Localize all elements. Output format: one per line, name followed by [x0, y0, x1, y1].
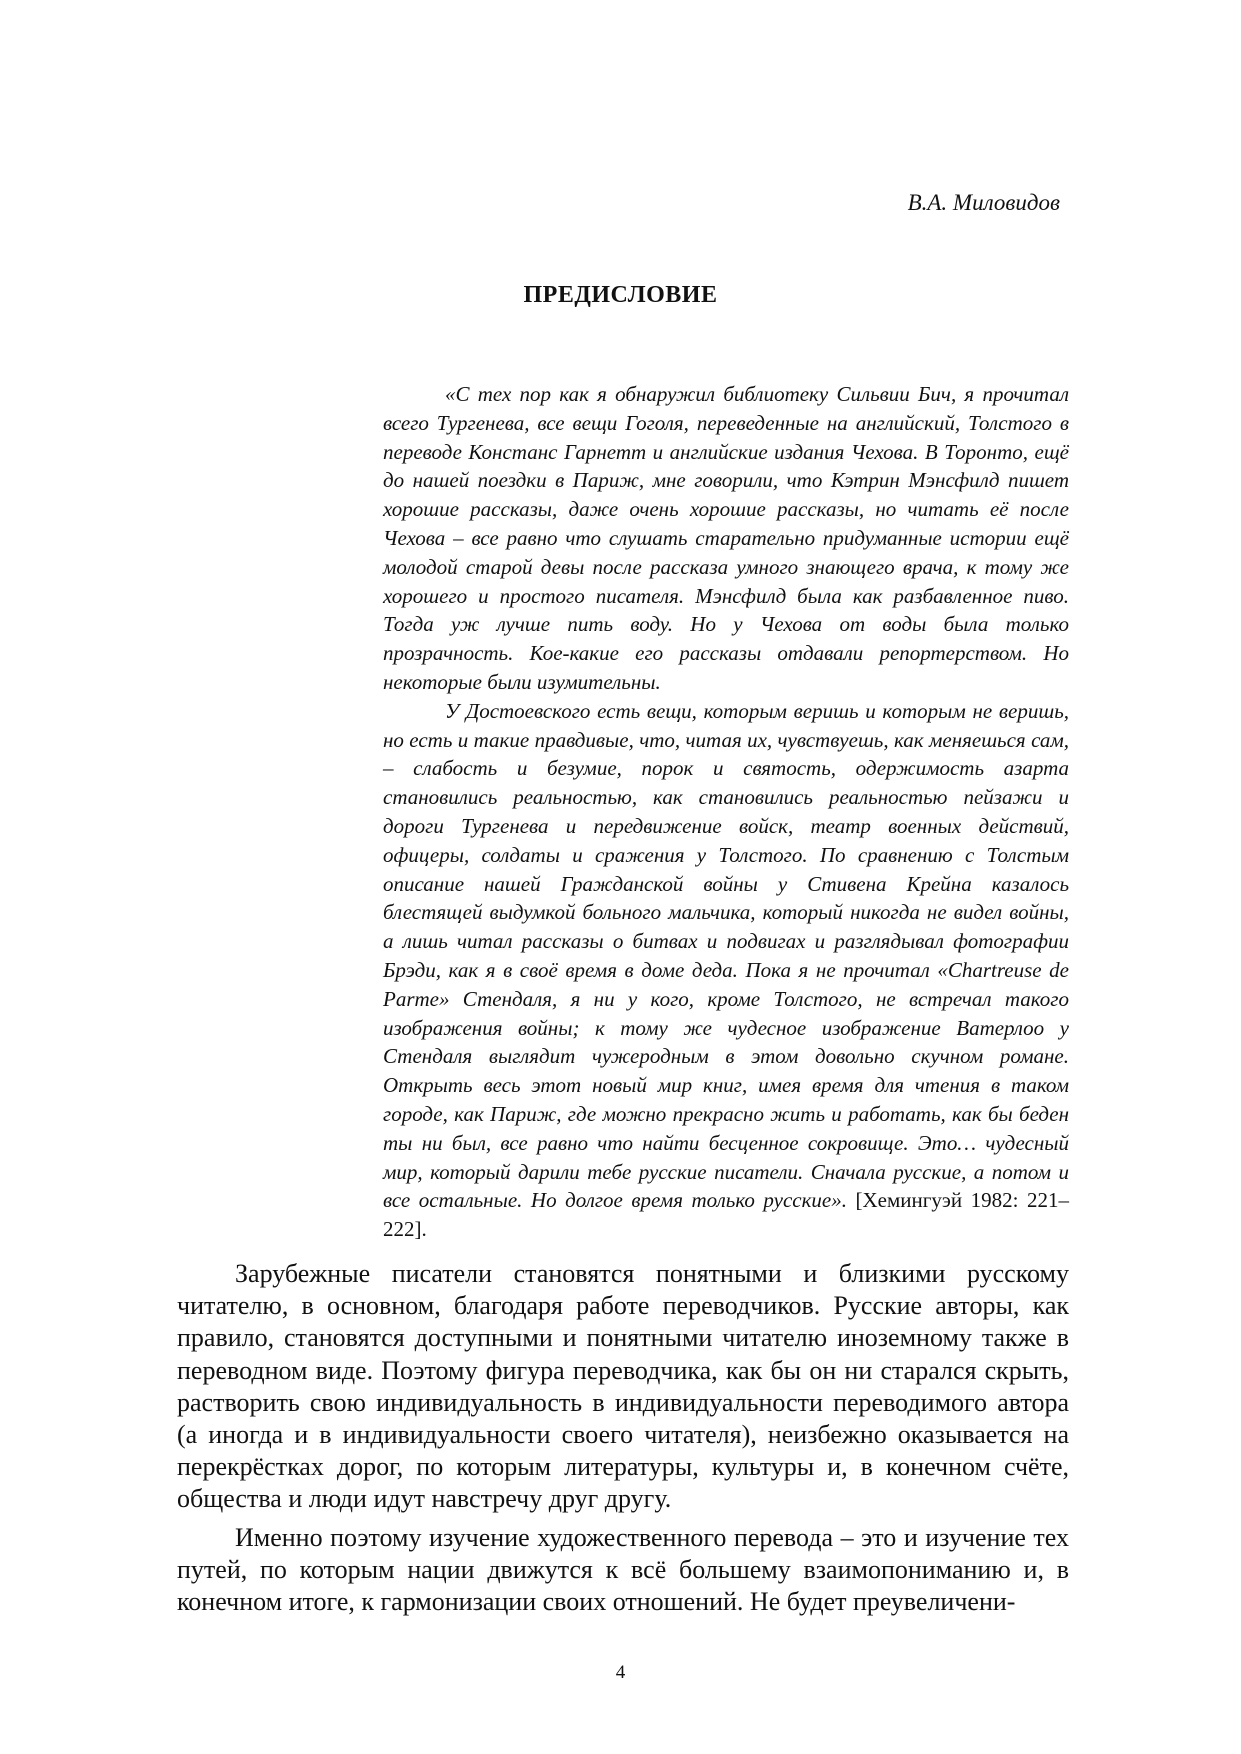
epigraph-paragraph-text: У Достоевского есть вещи, которым веришь и которым не веришь, но есть и такие правдивые, что, читая их, чувствуешь, как меняешься сам, – слабость и безумие, порок и святость, одержимость азарта становились реальностью, как становились реальностью пейзажи и дороги Тургенева и передвижение войск, театр военных действий, офицеры, солдаты и сражения у Толстого. По сравнению с Толстым описание нашей Гражданской войны у Стивена Крейна казалось блестящей выдумкой больного мальчика, который никогда не видел войны, а лишь читал рассказы о битвах и подвигах и разглядывал фотографии Брэди, как я в своё время в доме деда. Пока я не прочитал «Chartreuse de Parme» Стендаля, я ни у кого, кроме Толстого, не встречал такого изображения войны; к тому же чудесное изображение Ватерлоо у Стендаля выглядит чужеродным в этом довольно скучном романе. Открыть весь этот новый мир книг, имея время для чтения в таком городе, как Париж, где можно прекрасно жить и работать, как бы беден ты ни был, все равно что найти бесценное сокровище. Это… чудесный мир, который дарили тебе русские писатели. Сначала русские, а потом и все остальные. Но долгое время только русские».: [383, 698, 1069, 1213]
page-number: 4: [615, 1662, 626, 1683]
author-name: В.А. Миловидов: [907, 190, 1060, 215]
body-text: [177, 1258, 1069, 1624]
epigraph-paragraph: «С тех пор как я обнаружил библиотеку Сильвии Бич, я прочитал всего Тургенева, все вещи Гоголя, переведенные на английский, Толстого в переводе Констанс Гарнетт и английские издания Чехова. В Торонто, ещё до нашей поездки в Париж, мне говорили, что Кэтрин Мэнсфилд пишет хорошие рассказы, даже очень хорошие рассказы, но читать её после Чехова – все равно что слушать старательно придуманные истории ещё молодой старой девы после рассказа умного знающего врача, к тому же хорошего и простого писателя. Мэнсфилд была как разбавленное пиво. Тогда уж лучше пить воду. Но у Чехова от воды была только прозрачность. Кое-какие его рассказы отдавали репортерством. Но некоторые были изумительны.: [383, 382, 1069, 694]
epigraph-quote: [383, 380, 1069, 1244]
body-paragraph: Зарубежные писатели становятся понятными и близкими русскому читателю, в основном, благодаря работе переводчиков. Русские авторы, как правило, становятся доступными и понятными читателю иноземному также в переводном виде. Поэтому фигура переводчика, как бы он ни старался скрыть, растворить свою индивидуальность в индивидуальности переводимого автора (а иногда и в индивидуальности своего читателя), неизбежно оказывается на перекрёстках дорог, по которым литературы, культуры и, в конечном счёте, общества и люди идут навстречу друг другу.: [177, 1259, 1069, 1514]
chapter-title: ПРЕДИСЛОВИЕ: [523, 282, 718, 308]
epigraph-reference: [Хемингуэй 1982: 221–222].: [383, 1188, 1069, 1242]
body-paragraph: Именно поэтому изучение художественного перевода – это и изучение тех путей, по которым нации движутся к всё большему взаимопониманию и, в конечном итоге, к гармонизации своих отношений. Не будет преувеличени-: [177, 1522, 1069, 1617]
epigraph-paragraph: [383, 697, 1069, 1244]
